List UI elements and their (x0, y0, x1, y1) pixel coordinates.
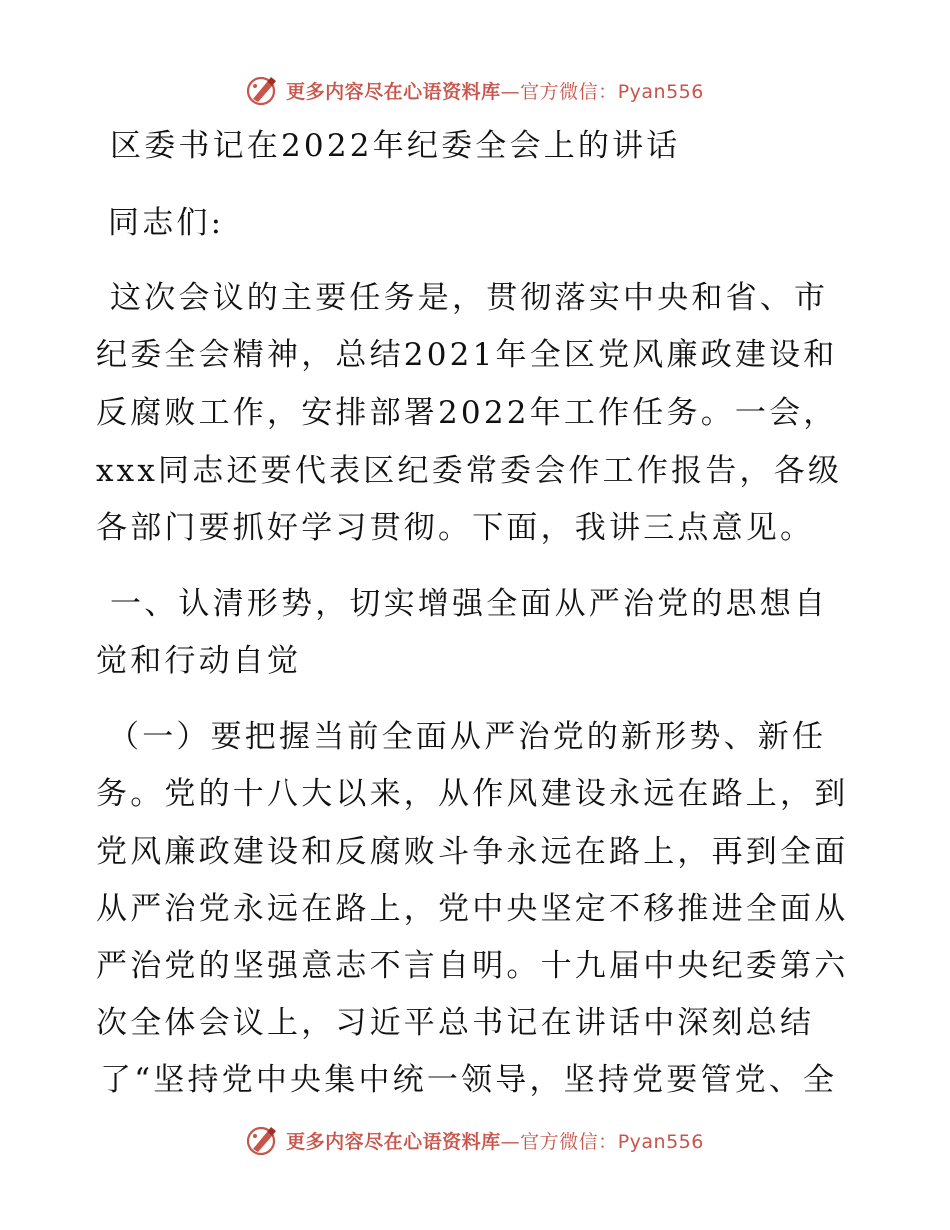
footer-watermark (0, 1120, 950, 1160)
header-watermark (0, 70, 950, 110)
paragraph-line: 纪委全会精神，总结2021年全区党风廉政建设和 (96, 337, 838, 373)
section-heading-line: 一、认清形势，切实增强全面从严治党的思想自 (110, 586, 829, 622)
paragraph-line: 务。党的十八大以来，从作风建设永远在路上，到 (96, 776, 849, 812)
paragraph-line: （一）要把握当前全面从严治党的新形势、新任 (108, 719, 827, 755)
paragraph-line: 了“坚持党中央集中统一领导，坚持党要管党、全 (100, 1062, 838, 1098)
pen-logo-icon (246, 73, 280, 107)
paragraph-line: 反腐败工作，安排部署2022年工作任务。一会， (96, 395, 838, 431)
watermark-text: 更多内容尽在心语资料库—官方微信：Pyan556 (286, 80, 704, 103)
paragraph-line: 党风廉政建设和反腐败斗争永远在路上，再到全面 (96, 834, 849, 870)
paragraph-line: 这次会议的主要任务是，贯彻落实中央和省、市 (110, 280, 829, 316)
paragraph-line: 从严治党永远在路上，党中央坚定不移推进全面从 (96, 891, 849, 927)
paragraph-line: xxx同志还要代表区纪委常委会作工作报告，各级 (96, 453, 843, 489)
section-heading-line: 觉和行动自觉 (96, 643, 302, 679)
paragraph-line: 严治党的坚强意志不言自明。十九届中央纪委第六 (96, 948, 849, 984)
paragraph-line: 次全体会议上，习近平总书记在讲话中深刻总结 (96, 1005, 815, 1041)
paragraph-line: 各部门要抓好学习贯彻。下面，我讲三点意见。 (96, 510, 815, 546)
watermark-text: 更多内容尽在心语资料库—官方微信：Pyan556 (286, 1130, 704, 1153)
pen-logo-icon (246, 1123, 280, 1157)
salutation: 同志们: (108, 205, 225, 241)
document-title: 区委书记在2022年纪委全会上的讲话 (110, 128, 681, 164)
